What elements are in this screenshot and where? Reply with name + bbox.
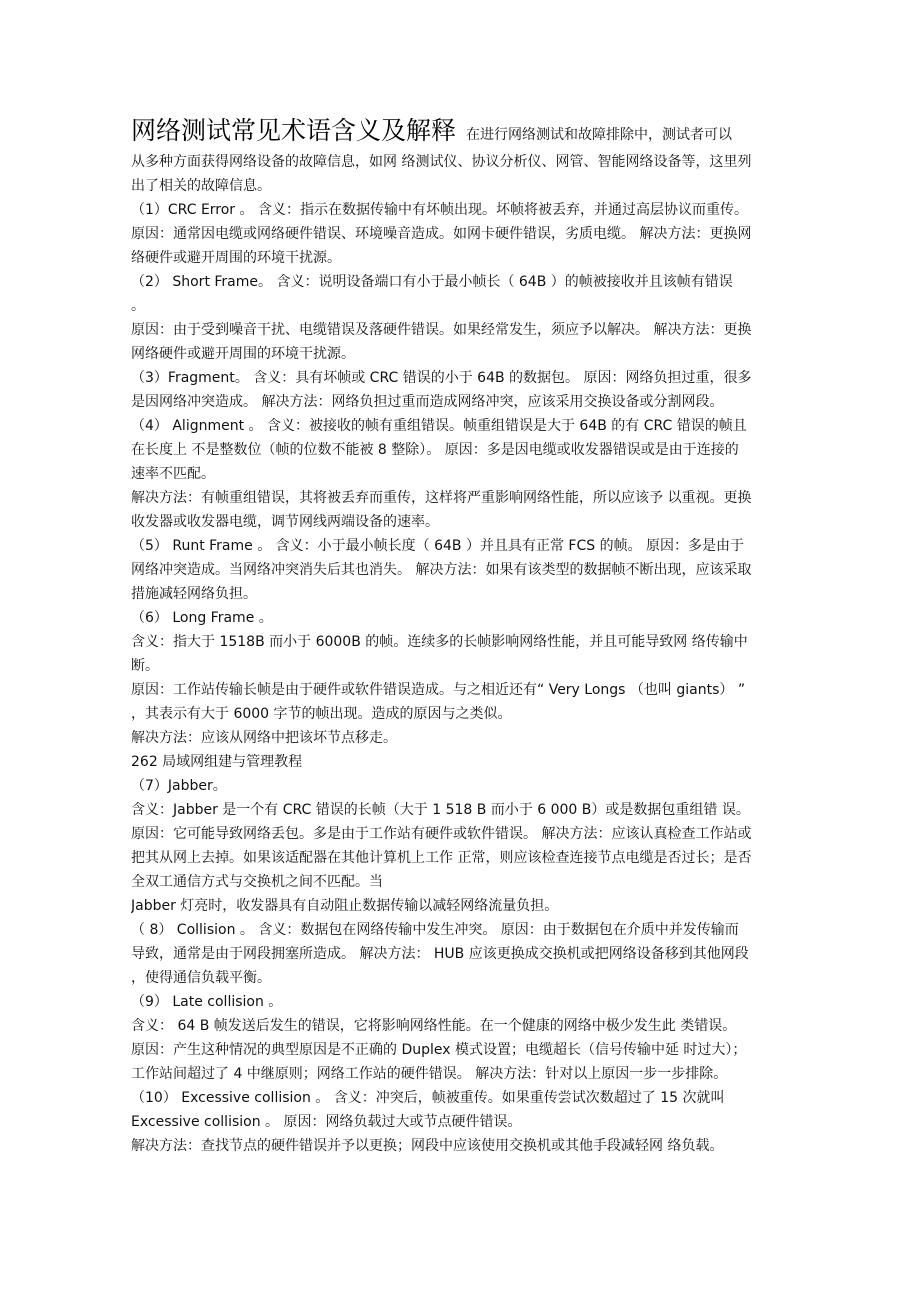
body-text [131, 150, 779, 1158]
body-line: 全双工通信方式与交换机之间不匹配。当 [131, 874, 383, 890]
body-line: （9） Late collision 。 [131, 994, 283, 1010]
body-line: （10） Excessive collision 。 含义：冲突后，帧被重传。如果重传尝试次数超过了 15 次就叫 [131, 1090, 725, 1106]
body-line: （2） Short Frame。 含义：说明设备端口有小于最小帧长（ 64B ）的帧被接收并且该帧有错误 [131, 274, 733, 290]
body-line: 网络硬件或避开周围的环境干扰源。 [131, 346, 355, 362]
body-line: 解决方法：有帧重组错误，其将被丢弃而重传，这样将严重影响网络性能，所以应该予 以重视。更换 [131, 490, 752, 506]
document-title: 网络测试常见术语含义及解释 [131, 116, 457, 145]
body-line: （7）Jabber。 [131, 778, 227, 794]
body-line: （6） Long Frame 。 [131, 610, 273, 626]
body-line: Jabber 灯亮时，收发器具有自动阻止数据传输以减轻网络流量负担。 [131, 898, 559, 914]
body-line: 原因：通常因电缆或网络硬件错误、环境噪音造成。如网卡硬件错误，劣质电缆。 解决方法：更换网 [131, 226, 752, 242]
body-line: 原因：它可能导致网络丢包。多是由于工作站有硬件或软件错误。 解决方法：应该认真检查工作站或 [131, 826, 752, 842]
body-line: 解决方法：查找节点的硬件错误并予以更换；网段中应该使用交换机或其他手段减轻网 络负载。 [131, 1138, 724, 1154]
body-line: （5） Runt Frame 。 含义：小于最小帧长度（ 64B ）并且具有正常 FCS 的帧。 原因：多是由于 [131, 538, 745, 554]
body-line: 络硬件或避开周围的环境干扰源。 [131, 250, 341, 266]
body-line: （ 8） Collision 。 含义：数据包在网络传输中发生冲突。 原因：由于数据包在介质中并发传输而 [131, 922, 739, 938]
body-line: ，使得通信负载平衡。 [131, 970, 271, 986]
body-line: ，其表示有大于 6000 字节的帧出现。造成的原因与之类似。 [131, 706, 512, 722]
body-line: 原因：产生这种情况的典型原因是不正确的 Duplex 模式设置；电缆超长（信号传输中延 时过大）； [131, 1042, 747, 1058]
title-line [131, 112, 779, 150]
body-line: 工作站间超过了 4 中继原则；网络工作站的硬件错误。 解决方法：针对以上原因一步一步排除。 [131, 1066, 728, 1082]
body-line: 从多种方面获得网络设备的故障信息，如网 络测试仪、协议分析仪、网管、智能网络设备等，这里列 [131, 154, 752, 170]
body-line: 措施减轻网络负担。 [131, 586, 257, 602]
body-line: 是因网络冲突造成。 解决方法：网络负担过重而造成网络冲突，应该采用交换设备或分割网段。 [131, 394, 724, 410]
body-line: 。 [131, 298, 145, 314]
body-line: 含义：Jabber 是一个有 CRC 错误的长帧（大于 1 518 B 而小于 6 000 B）或是数据包重组错 误。 [131, 802, 750, 818]
body-line: 收发器或收发器电缆，调节网线两端设备的速率。 [131, 514, 439, 530]
body-line: 含义：指大于 1518B 而小于 6000B 的帧。连续多的长帧影响网络性能，并且可能导致网 络传输中 [131, 634, 748, 650]
body-line: 262 局域网组建与管理教程 [131, 754, 303, 770]
body-line: 把其从网上去掉。如果该适配器在其他计算机上工作 正常，则应该检查连接节点电缆是否过长；是否 [131, 850, 752, 866]
body-line: 断。 [131, 658, 159, 674]
body-line: （1）CRC Error 。 含义：指示在数据传输中有坏帧出现。坏帧将被丢弃，并通过高层协议而重传。 [131, 202, 748, 218]
body-line: 速率不匹配。 [131, 466, 215, 482]
body-line: 在长度上 不是整数位（帧的位数不能被 8 整除）。 原因：多是因电缆或收发器错误或是由于连接的 [131, 442, 739, 458]
body-line: 原因：由于受到噪音干扰、电缆错误及落硬件错误。如果经常发生，须应予以解决。 解决方法：更换 [131, 322, 752, 338]
intro-first-line: 在进行网络测试和故障排除中，测试者可以 [466, 127, 733, 143]
body-line: 导致，通常是由于网段拥塞所造成。 解决方法： HUB 应该更换成交换机或把网络设备移到其他网段 [131, 946, 749, 962]
body-line: 解决方法：应该从网络中把该坏节点移走。 [131, 730, 397, 746]
body-line: （4） Alignment 。 含义：被接收的帧有重组错误。帧重组错误是大于 64B 的有 CRC 错误的帧且 [131, 418, 747, 434]
body-line: 含义： 64 B 帧发送后发生的错误，它将影响网络性能。在一个健康的网络中极少发生此 类错误。 [131, 1018, 737, 1034]
body-line: Excessive collision 。 原因：网络负载过大或节点硬件错误。 [131, 1114, 522, 1130]
body-line: 网络冲突造成。当网络冲突消失后其也消失。 解决方法：如果有该类型的数据帧不断出现，应该采取 [131, 562, 752, 578]
document-page [131, 112, 779, 1158]
body-line: （3）Fragment。 含义：具有坏帧或 CRC 错误的小于 64B 的数据包。 原因：网络负担过重，很多 [131, 370, 752, 386]
body-line: 原因：工作站传输长帧是由于硬件或软件错误造成。与之相近还有“ Very Longs （也叫 giants） ” [131, 682, 746, 698]
body-line: 出了相关的故障信息。 [131, 178, 271, 194]
